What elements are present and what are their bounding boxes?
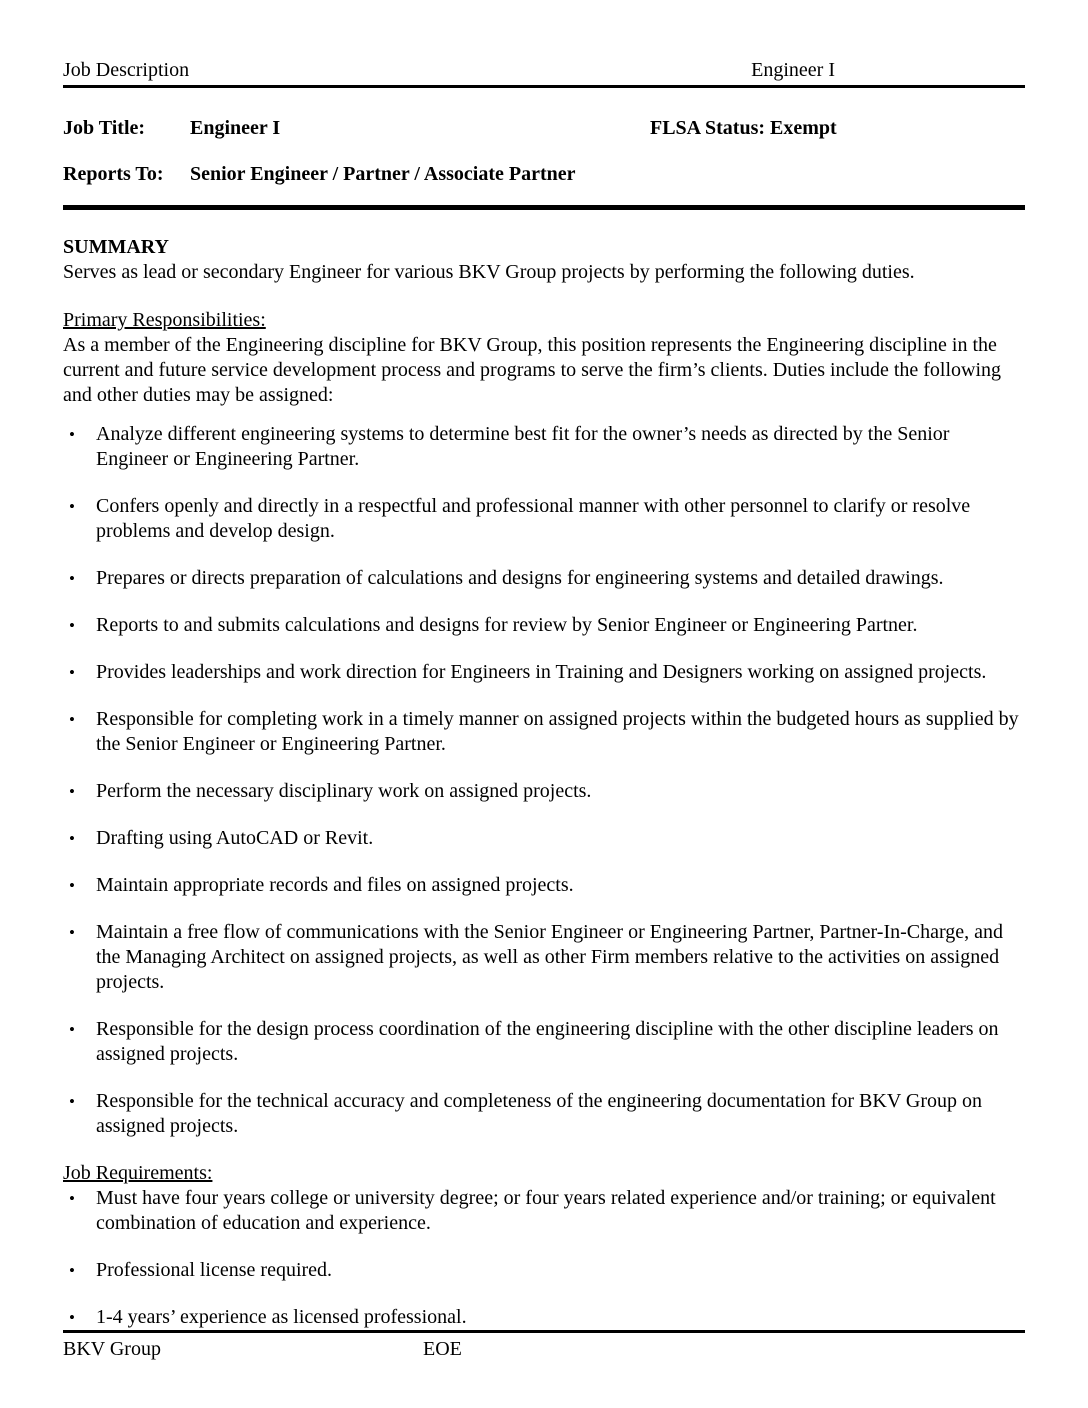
responsibility-text: Responsible for completing work in a timely manner on assigned projects within the budgeted hours as supplied by the Senior Engineer or Engineering Partner. [96,708,1019,755]
bullet-icon: • [69,663,75,682]
requirement-item [63,1305,1025,1330]
requirement-item [63,1186,1025,1236]
bullet-icon: • [69,1189,75,1208]
footer-eoe-label: EOE [423,1338,462,1360]
responsibility-item [63,566,1025,591]
bullet-icon: • [69,876,75,895]
footer-company-name: BKV Group [63,1338,161,1360]
requirement-text: 1-4 years’ experience as licensed professional. [96,1306,467,1328]
page-footer [63,1330,1025,1362]
responsibility-text: Maintain a free flow of communications with the Senior Engineer or Engineering Partner, Partner-In-Charge, and the Managing Architect on assigned projects, as well as other Firm members relative to the activities on assigned projects. [96,921,1004,993]
requirement-item [63,1258,1025,1283]
primary-responsibilities-intro: As a member of the Engineering discipline for BKV Group, this position represents the Engineering discipline in the current and future service development process and programs to serve the firm’s clients. Duties include the following and other duties may be assigned: [63,334,1002,406]
responsibility-item [63,873,1025,898]
reports-to-label: Reports To: [63,163,164,185]
responsibility-item [63,920,1025,995]
responsibility-item [63,1017,1025,1067]
responsibility-item [63,779,1025,804]
responsibility-item [63,1089,1025,1139]
bullet-icon: • [69,782,75,801]
reports-to-value: Senior Engineer / Partner / Associate Partner [190,163,576,185]
responsibility-item [63,826,1025,851]
bullet-icon: • [69,1261,75,1280]
bullet-icon: • [69,829,75,848]
responsibility-item [63,613,1025,638]
responsibility-text: Drafting using AutoCAD or Revit. [96,827,374,849]
reports-to-row [63,162,1025,187]
job-title-row [63,116,1025,141]
summary-heading: SUMMARY [63,236,169,258]
bullet-icon: • [69,1308,75,1327]
bullet-icon: • [69,1020,75,1039]
job-requirements-heading: Job Requirements: [63,1162,213,1184]
responsibility-text: Responsible for the technical accuracy and completeness of the engineering documentation for BKV Group on assigned projects. [96,1090,983,1137]
requirement-text: Must have four years college or university degree; or four years related experience and/or training; or equivalent combination of education and experience. [96,1187,996,1234]
bullet-icon: • [69,1092,75,1111]
responsibility-item [63,707,1025,757]
primary-responsibilities-list [63,422,1025,1139]
responsibility-text: Analyze different engineering systems to determine best fit for the owner’s needs as directed by the Senior Engineer or Engineering Partner. [96,423,950,470]
responsibility-text: Confers openly and directly in a respectful and professional manner with other personnel to clarify or resolve problems and develop design. [96,495,971,542]
responsibility-text: Maintain appropriate records and files on assigned projects. [96,874,574,896]
job-title-value: Engineer I [190,117,281,139]
responsibility-item [63,660,1025,685]
header-doc-title: Engineer I [751,59,835,81]
responsibility-item [63,494,1025,544]
primary-responsibilities-heading: Primary Responsibilities: [63,309,266,331]
bullet-icon: • [69,616,75,635]
responsibility-text: Prepares or directs preparation of calculations and designs for engineering systems and detailed drawings. [96,567,944,589]
header-doc-type: Job Description [63,59,190,81]
responsibility-text: Provides leaderships and work direction for Engineers in Training and Designers working on assigned projects. [96,661,987,683]
bullet-icon: • [69,569,75,588]
bullet-icon: • [69,425,75,444]
responsibility-text: Reports to and submits calculations and designs for review by Senior Engineer or Engineering Partner. [96,614,918,636]
job-title-label: Job Title: [63,117,146,139]
responsibility-text: Perform the necessary disciplinary work on assigned projects. [96,780,592,802]
job-requirements-list [63,1186,1025,1330]
header-section-divider [63,205,1025,210]
page-header [63,58,1025,88]
bullet-icon: • [69,497,75,516]
responsibility-text: Responsible for the design process coordination of the engineering discipline with the other discipline leaders on assigned projects. [96,1018,999,1065]
flsa-status: FLSA Status: Exempt [650,117,837,139]
responsibility-item [63,422,1025,472]
bullet-icon: • [69,710,75,729]
requirement-text: Professional license required. [96,1259,333,1281]
summary-text: Serves as lead or secondary Engineer for various BKV Group projects by performing the following duties. [63,261,915,283]
bullet-icon: • [69,923,75,942]
